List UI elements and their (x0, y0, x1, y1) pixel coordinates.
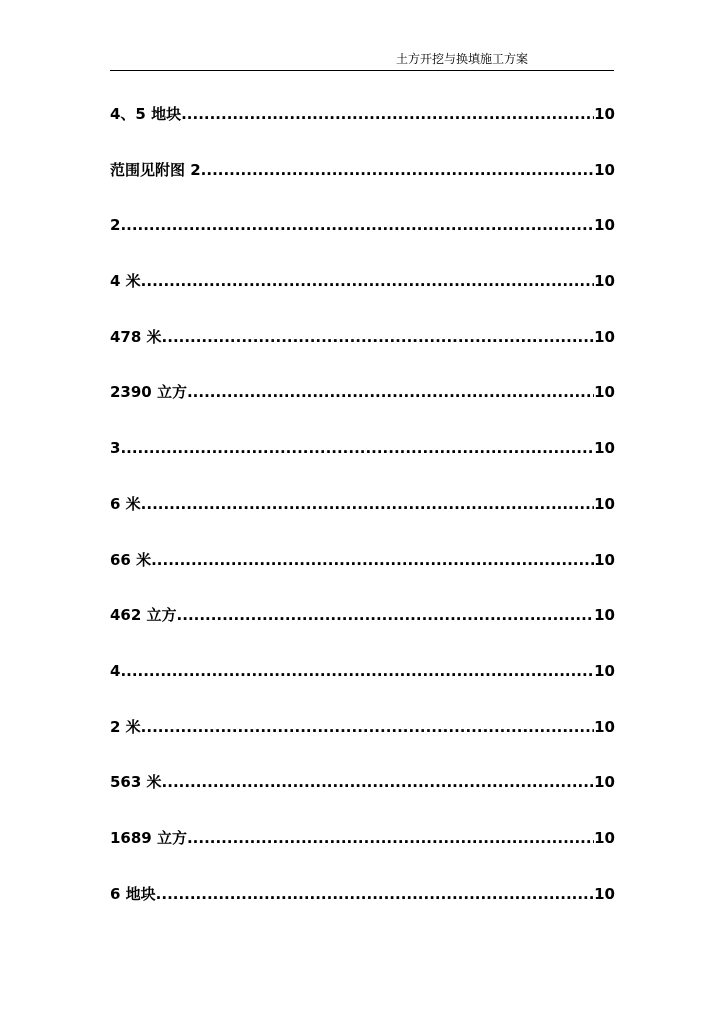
toc-page-number: 10 (594, 383, 615, 402)
toc-leader-dots (162, 327, 595, 347)
toc-entry[interactable] (110, 160, 615, 216)
toc-leader-dots (120, 661, 594, 681)
toc-entry[interactable] (110, 772, 615, 828)
toc-entry-label: 1689 立方 (110, 828, 187, 847)
toc-entry-label: 6 米 (110, 494, 141, 513)
toc-page-number: 10 (594, 661, 615, 680)
toc-page-number: 10 (594, 327, 615, 346)
toc-entry[interactable] (110, 382, 615, 438)
toc-page-number: 10 (594, 828, 615, 847)
toc-leader-dots (177, 605, 595, 625)
toc-page-number: 10 (594, 773, 615, 792)
toc-page-number: 10 (594, 105, 615, 123)
toc-entry-label: 478 米 (110, 327, 162, 346)
toc-entry[interactable] (110, 104, 615, 160)
toc-entry-label: 462 立方 (110, 606, 177, 625)
toc-entry[interactable] (110, 661, 615, 717)
toc-leader-dots (162, 772, 595, 792)
document-title: 土方开挖与换填施工方案 (395, 52, 528, 66)
toc-entry-label: 范围见附图 2 (110, 160, 201, 179)
toc-page-number: 10 (594, 884, 615, 903)
toc-entry[interactable] (110, 494, 615, 550)
toc-entry[interactable] (110, 605, 615, 661)
toc-leader-dots (141, 717, 594, 737)
toc-page-number: 10 (594, 272, 615, 291)
toc-leader-dots (181, 104, 594, 124)
toc-leader-dots (151, 550, 594, 570)
toc-entry-label: 4、5 地块 (110, 105, 182, 123)
toc-page-number: 10 (594, 216, 615, 235)
toc-entry-label: 4 (110, 661, 121, 680)
toc-entry[interactable] (110, 828, 615, 884)
toc-entry[interactable] (110, 717, 615, 773)
toc-entry[interactable] (110, 327, 615, 383)
toc-leader-dots (187, 828, 594, 848)
toc-leader-dots (187, 382, 594, 402)
toc-leader-dots (141, 271, 594, 291)
toc-leader-dots (156, 884, 594, 904)
toc-page-number: 10 (594, 717, 615, 736)
toc-entry[interactable] (110, 550, 615, 606)
toc-leader-dots (141, 494, 594, 514)
toc-entry[interactable] (110, 271, 615, 327)
toc-entry-label: 3 (110, 439, 121, 458)
toc-entry[interactable] (110, 438, 615, 494)
toc-leader-dots (120, 215, 594, 235)
toc-page-number: 10 (594, 439, 615, 458)
toc-entry-label: 6 地块 (110, 884, 156, 903)
page-header (110, 50, 614, 71)
toc-entry-label: 2390 立方 (110, 383, 187, 402)
toc-entry-label: 2 (110, 216, 121, 235)
toc-entry-label: 2 米 (110, 717, 141, 736)
toc-leader-dots (120, 438, 594, 458)
toc-page-number: 10 (594, 606, 615, 625)
toc-leader-dots (201, 160, 594, 180)
toc-entry-label: 563 米 (110, 773, 162, 792)
toc-page-number: 10 (594, 160, 615, 179)
toc-entry-label: 4 米 (110, 272, 141, 291)
toc-page-number: 10 (594, 550, 615, 569)
table-of-contents (110, 104, 615, 939)
toc-page-number: 10 (594, 494, 615, 513)
toc-entry[interactable] (110, 215, 615, 271)
toc-entry[interactable] (110, 884, 615, 940)
toc-entry-label: 66 米 (110, 550, 152, 569)
